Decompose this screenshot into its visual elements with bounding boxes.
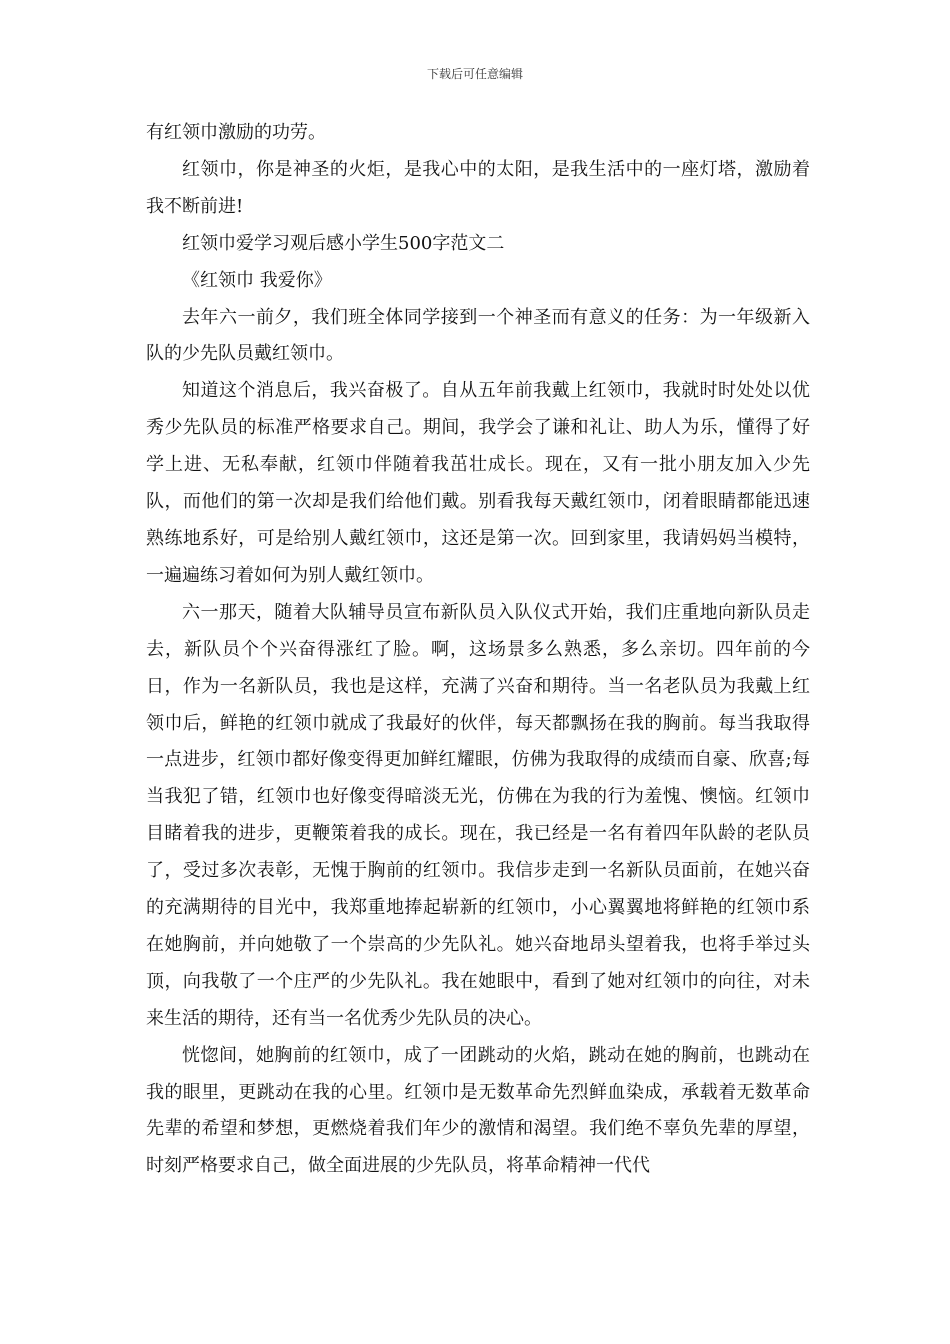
essay-title: 《红领巾 我爱你》 [182, 269, 332, 291]
paragraph-5: 去年六一前夕，我们班全体同学接到一个神圣而有意义的任务：为一年级新入队的少先队员戴红领巾。 [146, 306, 810, 365]
paragraph-7: 六一那天，随着大队辅导员宣布新队员入队仪式开始，我们庄重地向新队员走去，新队员个个兴奋得涨红了脸。啊，这场景多么熟悉，多么亲切。四年前的今日，作为一名新队员，我也是这样，充满了兴奋和期待。当一名老队员为我戴上红领巾后，鲜艳的红领巾就成了我最好的伙伴，每天都飘扬在我的胸前。每当我取得一点进步，红领巾都好像变得更加鲜红耀眼，仿佛为我取得的成绩而自豪、欣喜;每当我犯了错，红领巾也好像变得暗淡无光，仿佛在为我的行为羞愧、懊恼。红领巾目睹着我的进步，更鞭策着我的成长。现在，我已经是一名有着四年队龄的老队员了，受过多次表彰，无愧于胸前的红领巾。我信步走到一名新队员面前，在她兴奋的充满期待的目光中，我郑重地捧起崭新的红领巾，小心翼翼地将鲜艳的红领巾系在她胸前，并向她敬了一个崇高的少先队礼。她兴奋地昂头望着我，也将手举过头顶，向我敬了一个庄严的少先队礼。我在她眼中，看到了她对红领巾的向往，对未来生活的期待，还有当一名优秀少先队员的决心。 [146, 601, 810, 1029]
paragraph-2: 红领巾，你是神圣的火炬，是我心中的太阳，是我生活中的一座灯塔，激励着我不断前进! [146, 158, 810, 217]
document-body [146, 115, 810, 1185]
page-header: 下载后可任意编辑 [426, 67, 523, 81]
paragraph-8: 恍惚间，她胸前的红领巾，成了一团跳动的火焰，跳动在她的胸前，也跳动在我的眼里，更跳动在我的心里。红领巾是无数革命先烈鲜血染成，承载着无数革命先辈的希望和梦想，更燃烧着我们年少的激情和渴望。我们绝不辜负先辈的厚望，时刻严格要求自己，做全面进展的少先队员，将革命精神一代代 [146, 1044, 810, 1177]
paragraph-6: 知道这个消息后，我兴奋极了。自从五年前我戴上红领巾，我就时时处处以优秀少先队员的标准严格要求自己。期间，我学会了谦和礼让、助人为乐，懂得了好学上进、无私奉献，红领巾伴随着我茁壮成长。现在，又有一批小朋友加入少先队，而他们的第一次却是我们给他们戴。别看我每天戴红领巾，闭着眼睛都能迅速熟练地系好，可是给别人戴红领巾，这还是第一次。回到家里，我请妈妈当模特，一遍遍练习着如何为别人戴红领巾。 [146, 380, 810, 586]
section-title: 红领巾爱学习观后感小学生500字范文二 [182, 232, 505, 254]
paragraph-1: 有红领巾激励的功劳。 [146, 122, 326, 143]
